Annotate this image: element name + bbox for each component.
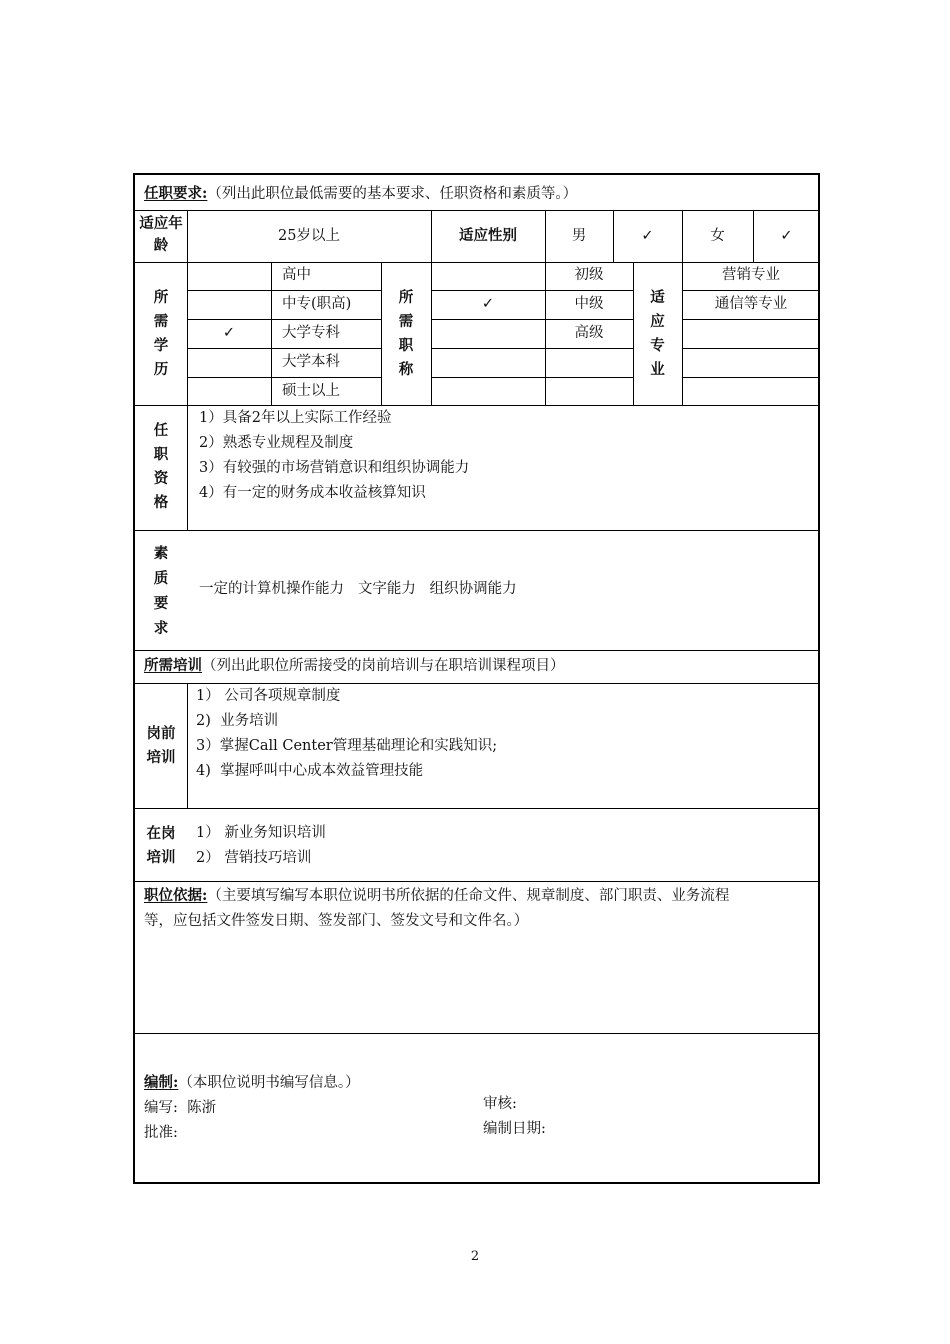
pre-training-item: 3）掌握Call Center管理基础理论和实践知识; [196, 738, 498, 754]
male-label: 男 [571, 228, 587, 244]
row-divider [135, 405, 820, 406]
edu-check-icon: ✓ [222, 325, 236, 341]
edu-level: 高中 [282, 267, 311, 283]
education-label: 所 需 学 历 [153, 289, 169, 378]
title-level: 中级 [574, 296, 604, 312]
row-divider [187, 348, 382, 349]
col-divider [271, 262, 272, 406]
title-req-label: 所 需 职 称 [398, 289, 414, 378]
female-label: 女 [710, 228, 725, 244]
row-divider [135, 808, 820, 809]
row-divider [431, 290, 634, 291]
row-divider [187, 319, 382, 320]
row-divider [682, 290, 820, 291]
writer-label: 编写: [144, 1100, 178, 1116]
basis-note-line1: （主要填写编写本职位说明书所依据的任命文件、规章制度、部门职责、业务流程 [207, 888, 730, 904]
writer-name: 陈浙 [187, 1100, 217, 1116]
quality-label: 素 质 要 求 [153, 545, 169, 637]
basis-title: 职位依据: [144, 887, 208, 904]
age-value: 25岁以上 [278, 228, 340, 244]
row-divider [135, 683, 820, 684]
row-divider [187, 290, 382, 291]
title-check-icon: ✓ [481, 296, 495, 312]
requirements-header [144, 185, 577, 203]
row-divider [135, 650, 820, 651]
gender-label: 适应性别 [459, 227, 517, 244]
col-divider [431, 262, 432, 406]
major-label: 适 应 专 业 [650, 289, 665, 378]
compile-date-label: 编制日期: [483, 1121, 546, 1137]
row-divider [135, 210, 820, 211]
row-divider [431, 319, 634, 320]
training-title: 所需培训 [144, 657, 202, 674]
qualification-item: 1）具备2年以上实际工作经验 [199, 410, 392, 426]
compile-title: 编制: [144, 1074, 179, 1091]
requirements-title: 任职要求: [144, 185, 208, 202]
major-item: 通信等专业 [714, 296, 788, 312]
row-divider [135, 881, 820, 882]
onjob-training-item: 1） 新业务知识培训 [196, 825, 326, 841]
basis-header [144, 887, 729, 905]
row-divider [431, 377, 634, 378]
training-note: （列出此职位所需接受的岗前培训与在职培训课程项目） [202, 658, 565, 674]
qualification-item: 2）熟悉专业规程及制度 [199, 435, 354, 451]
row-divider [682, 377, 820, 378]
edu-level: 大学专科 [282, 325, 340, 341]
basis-note-line2: 等，应包括文件签发日期、签发部门、签发文号和文件名。） [144, 913, 529, 929]
age-label: 适应年龄 [139, 215, 183, 254]
row-divider [682, 319, 820, 320]
pre-training-item: 1） 公司各项规章制度 [196, 688, 341, 704]
qualification-item: 4）有一定的财务成本收益核算知识 [199, 485, 426, 501]
pre-training-item: 2) 业务培训 [196, 713, 279, 729]
training-header [144, 657, 565, 675]
qualification-item: 3）有较强的市场营销意识和组织协调能力 [199, 460, 470, 476]
qualification-label: 任 职 资 格 [153, 422, 169, 511]
job-requirements-table [133, 173, 820, 1184]
page-number: 2 [470, 1249, 480, 1264]
row-divider [187, 377, 382, 378]
quality-text: 一定的计算机操作能力 文字能力 组织协调能力 [199, 581, 517, 597]
pre-training-item: 4) 掌握呼叫中心成本效益管理技能 [196, 763, 424, 779]
reviewer-label: 审核: [483, 1096, 517, 1112]
col-divider [187, 683, 188, 809]
row-divider [431, 348, 634, 349]
approver-label: 批准: [144, 1125, 178, 1141]
edu-level: 中专(职高) [282, 296, 352, 312]
compile-header [144, 1074, 360, 1092]
compile-note: （本职位说明书编写信息。） [178, 1075, 360, 1091]
edu-level: 大学本科 [282, 354, 340, 370]
row-divider [135, 530, 820, 531]
writer-line [144, 1099, 216, 1117]
row-divider [135, 262, 820, 263]
onjob-training-label: 在岗 培训 [146, 825, 176, 866]
row-divider [682, 348, 820, 349]
pre-training-label: 岗前 培训 [146, 725, 176, 766]
title-level: 高级 [574, 325, 604, 341]
title-level: 初级 [574, 267, 604, 283]
col-divider [187, 210, 188, 531]
major-item: 营销专业 [722, 267, 780, 283]
edu-level: 硕士以上 [282, 383, 340, 399]
female-check-icon: ✓ [780, 228, 793, 244]
requirements-note: （列出此职位最低需要的基本要求、任职资格和素质等。） [207, 186, 578, 202]
onjob-training-item: 2） 营销技巧培训 [196, 850, 312, 866]
row-divider [135, 1033, 820, 1034]
male-check-icon: ✓ [641, 228, 654, 244]
